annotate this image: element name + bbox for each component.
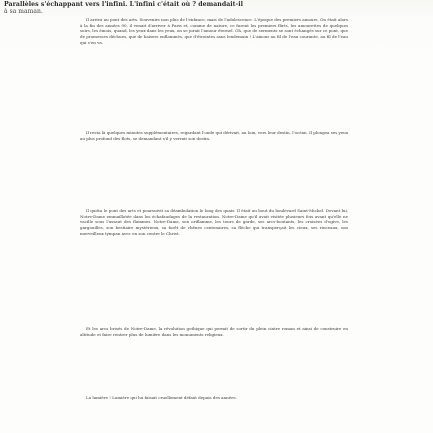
paragraph-4-text: Et les arcs brisés de Notre-Dame, la révolution gothique qui permit de sortir du plein cintre roman et ainsi de construire en altitude et faire rentrer plus de lumière dans les monuments religieux.: [80, 326, 348, 337]
paragraph-2-text: Il resta là quelques minutes supplémentaires, regardant l'onde qui dérivait, au loin, vers leur destin, l'océan. Il plongea ses yeux au plus profond des flots, se demandant s'il y verrait son destin.: [80, 130, 348, 141]
header-line-2: à sa maman.: [4, 8, 43, 16]
paragraph-1: [80, 17, 348, 45]
paragraph-5-text: La lumière ! Lumière qui lui faisait cruellement défaut depuis des années.: [86, 395, 237, 400]
paragraph-5: [80, 395, 348, 401]
paragraph-4: [80, 326, 348, 337]
page-header: [4, 1, 429, 16]
header-line-1: Parallèles s'échappant vers l'infini. L'infini c'était où ? demandait-il: [4, 1, 244, 8]
paragraph-2: [80, 130, 348, 141]
paragraph-1-text: Il arriva au pont des arts. Souvenirs non plus de l'enfance, mais de l'adolescence. L'époque des premiers amours. On était alors à la fin des années 90, il venait d'arriver à Paris et, comme de nature, ce furent les premiers flirts, les amourettes de quelques soirs, les émois, quand, les yeux dans les yeux, on se jurait l'amour éternel. Oh, que de serments se sont échangés sur ce pont, que de promesses déchues, que de baisers enflammés, que d'étreintes sans lendemain ! L'amour au fil de l'eau courante, au fil de l'eau qui s'en va.: [80, 17, 348, 45]
paragraph-3: [80, 208, 348, 236]
paragraph-3-text: Il quitta le pont des arts et poursuivit sa déambulation le long des quais. Il était au bout du boulevard Saint-Michel. Devant lui, Notre-Dame emmaillotée dans les échafaudages de la restauration. Notre-Dame qu'il avait visitée plusieurs fois avant qu'elle ne vacille sous l'assaut des flammes. Notre-Dame, son oriflamme, les tours de garde, ses arcs-boutants, les croisées d'ogive, les gargouilles, son bestiaire mystérieux, sa forêt de chênes centenaires, sa flèche qui transperçait les cieux, ses rinceaux, son merveilleux tympan avec en son centre le Christ.: [80, 208, 348, 236]
